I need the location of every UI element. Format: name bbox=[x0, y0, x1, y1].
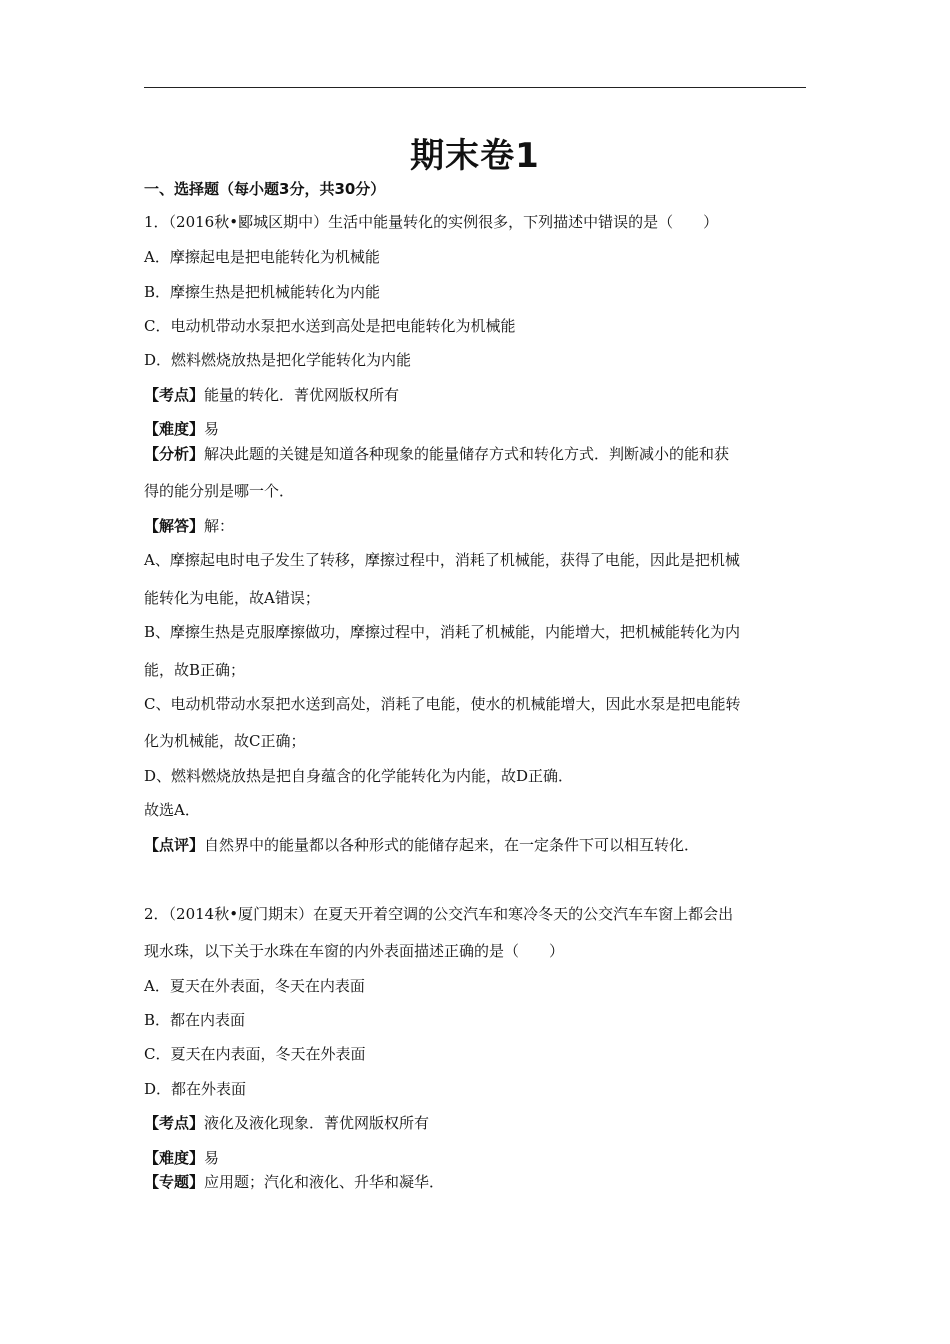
q1-nandu bbox=[144, 419, 806, 439]
q1-kaodian-tag: 【考点】 bbox=[144, 386, 205, 404]
q2-nandu-text: 易 bbox=[204, 1149, 220, 1167]
q1-answer-line-4: 能，故B正确； bbox=[144, 661, 246, 679]
section-heading: 一、选择题（每小题3分，共30分） bbox=[144, 180, 386, 198]
page-title: 期末卷1 bbox=[410, 136, 540, 176]
q1-answer-line-2: 能转化为电能，故A错误； bbox=[144, 589, 320, 607]
q2-zhuanti-tag: 【专题】 bbox=[144, 1173, 205, 1191]
q1-answer-line-1: A、摩擦起电时电子发生了转移，摩擦过程中，消耗了机械能，获得了电能，因此是把机械 bbox=[144, 551, 740, 569]
q1-jieda-text: 解： bbox=[204, 517, 235, 535]
q1-kaodian-text: 能量的转化．菁优网版权所有 bbox=[204, 386, 400, 404]
q1-answer-line-5: C、电动机带动水泵把水送到高处，消耗了电能，使水的机械能增大，因此水泵是把电能转 bbox=[144, 695, 741, 713]
q1-option-c: C．电动机带动水泵把水送到高处是把电能转化为机械能 bbox=[144, 317, 516, 335]
q1-stem: 1．（2016秋•郾城区期中）生活中能量转化的实例很多，下列描述中错误的是（ ） bbox=[144, 213, 719, 231]
q2-stem-line-2: 现水珠，以下关于水珠在车窗的内外表面描述正确的是（ ） bbox=[144, 942, 565, 960]
q1-nandu-text: 易 bbox=[204, 420, 220, 438]
q2-zhuanti bbox=[144, 1172, 806, 1192]
q1-dianping bbox=[144, 835, 806, 855]
q1-option-d: D．燃料燃烧放热是把化学能转化为内能 bbox=[144, 351, 412, 369]
q1-answer-line-6: 化为机械能，故C正确； bbox=[144, 732, 306, 750]
q2-option-b: B．都在内表面 bbox=[144, 1011, 246, 1029]
q1-answer-line-3: B、摩擦生热是克服摩擦做功，摩擦过程中，消耗了机械能，内能增大，把机械能转化为内 bbox=[144, 623, 741, 641]
q2-kaodian-tag: 【考点】 bbox=[144, 1114, 205, 1132]
q2-option-c: C．夏天在内表面，冬天在外表面 bbox=[144, 1045, 366, 1063]
q1-fenxi bbox=[144, 444, 806, 464]
q1-jieda-tag: 【解答】 bbox=[144, 517, 205, 535]
q1-dianping-tag: 【点评】 bbox=[144, 836, 205, 854]
q1-fenxi-text-1: 解决此题的关键是知道各种现象的能量储存方式和转化方式．判断减小的能和获 bbox=[204, 445, 730, 463]
q2-nandu-tag: 【难度】 bbox=[144, 1149, 205, 1167]
q1-jieda bbox=[144, 516, 806, 536]
q1-answer-line-8: 故选A． bbox=[144, 801, 200, 819]
q1-option-b: B．摩擦生热是把机械能转化为内能 bbox=[144, 283, 381, 301]
q1-kaodian bbox=[144, 385, 806, 405]
q1-answer-line-7: D、燃料燃烧放热是把自身蕴含的化学能转化为内能，故D正确． bbox=[144, 767, 574, 785]
q2-kaodian bbox=[144, 1113, 806, 1133]
q2-zhuanti-text: 应用题；汽化和液化、升华和凝华． bbox=[204, 1173, 445, 1191]
q2-nandu bbox=[144, 1148, 806, 1168]
q2-option-a: A．夏天在外表面，冬天在内表面 bbox=[144, 977, 365, 995]
q1-fenxi-tag: 【分析】 bbox=[144, 445, 205, 463]
q1-option-a: A．摩擦起电是把电能转化为机械能 bbox=[144, 248, 380, 266]
q2-kaodian-text: 液化及液化现象．菁优网版权所有 bbox=[204, 1114, 430, 1132]
q1-dianping-text: 自然界中的能量都以各种形式的能储存起来，在一定条件下可以相互转化． bbox=[204, 836, 700, 854]
q2-stem-line-1: 2．（2014秋•厦门期末）在夏天开着空调的公交汽车和寒冷冬天的公交汽车车窗上都会出 bbox=[144, 905, 734, 923]
q2-option-d: D．都在外表面 bbox=[144, 1080, 247, 1098]
q1-nandu-tag: 【难度】 bbox=[144, 420, 205, 438]
q1-fenxi-line-2: 得的能分别是哪一个． bbox=[144, 482, 295, 500]
header-rule bbox=[144, 87, 806, 88]
